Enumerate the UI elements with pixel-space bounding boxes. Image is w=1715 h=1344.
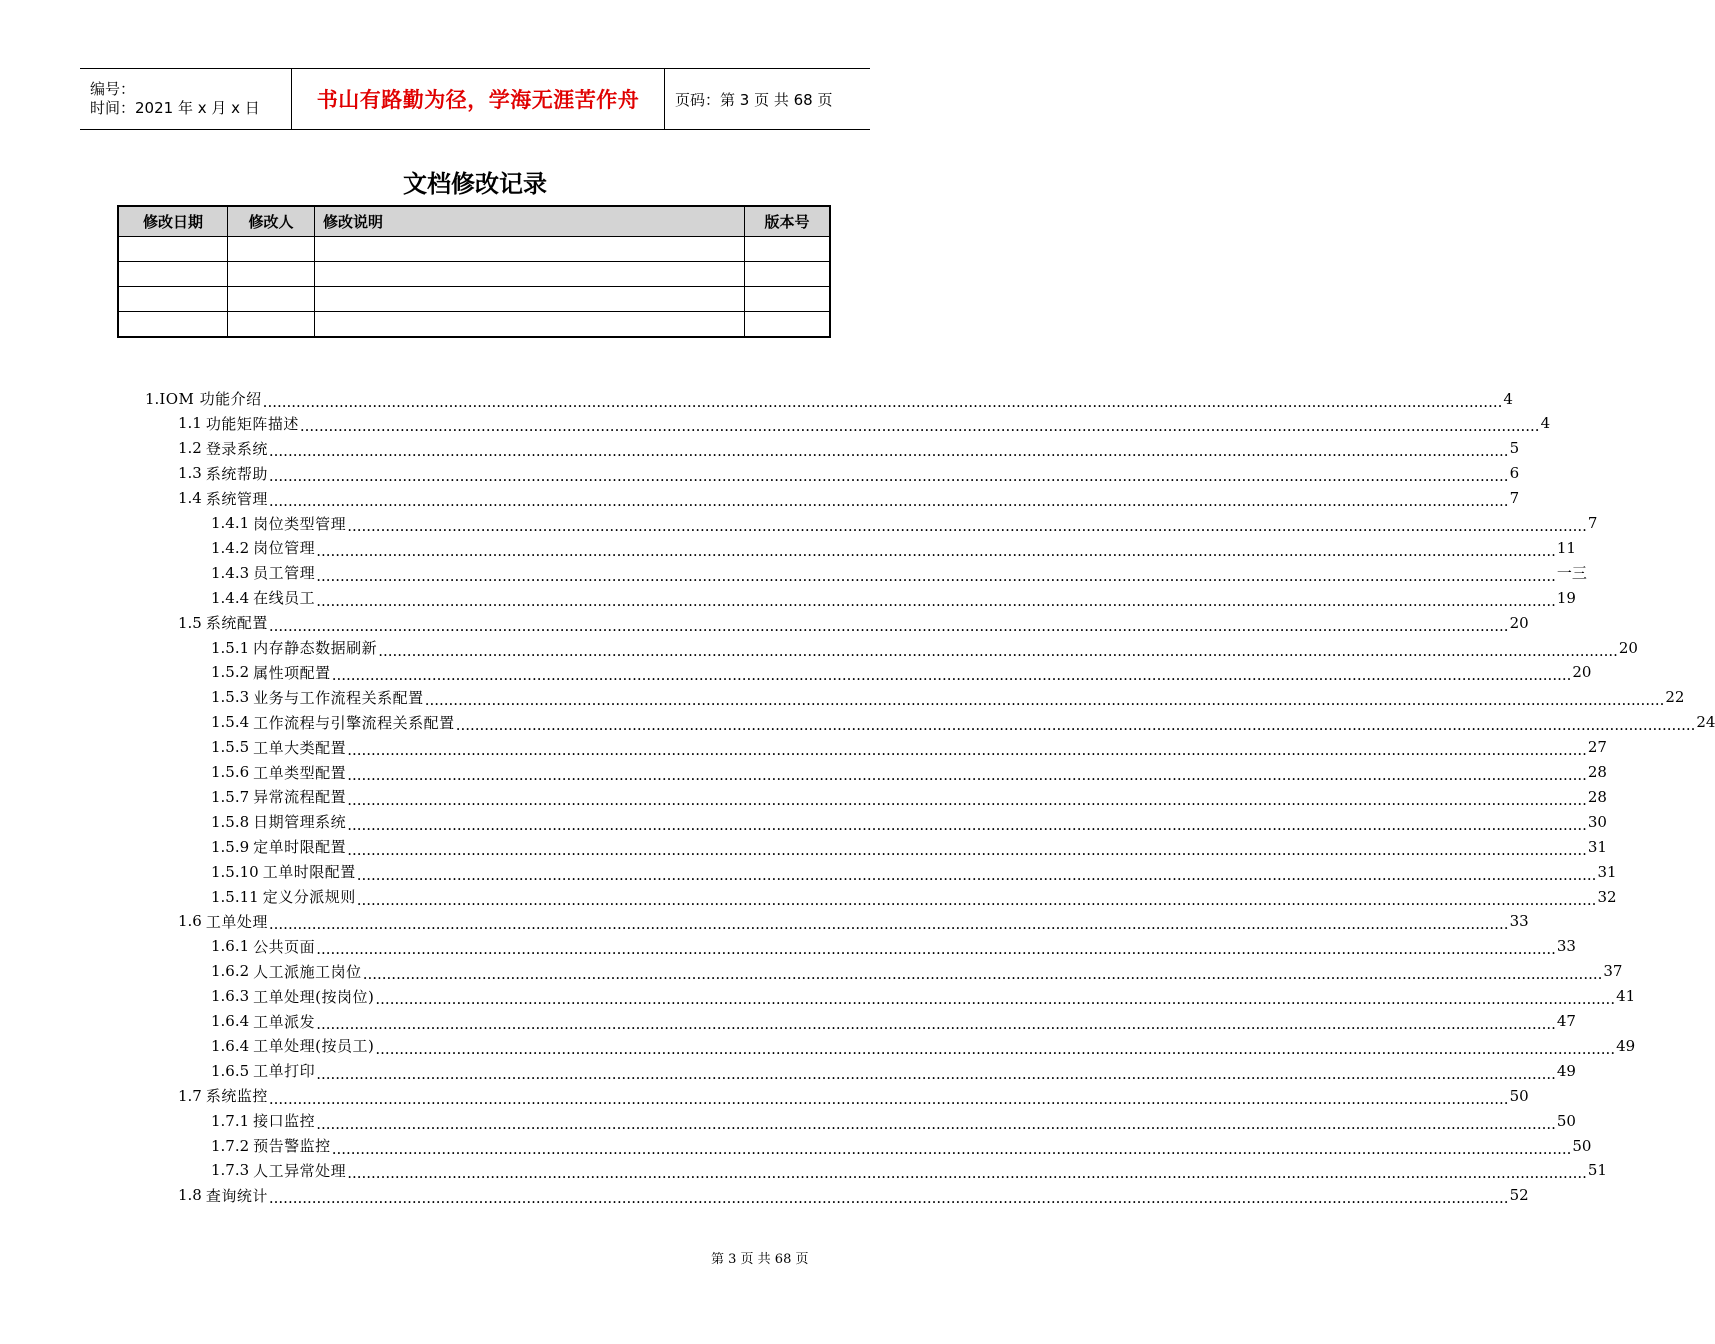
toc-number: 1.5.11 (211, 887, 259, 906)
toc-leader-dots: .................................................................................................................................................................................................................................................................... (268, 1189, 1509, 1208)
toc-page-number: 33 (1556, 937, 1576, 956)
toc-entry[interactable] (178, 1083, 1529, 1108)
toc-page-number: 50 (1572, 1136, 1592, 1155)
toc-number: 1.6 (178, 912, 202, 931)
table-cell[interactable] (228, 287, 315, 312)
toc-page-number: 28 (1587, 787, 1607, 806)
toc-page-number: 5 (1509, 439, 1520, 458)
header-page-info: 页码：第 3 页 共 68 页 (675, 90, 833, 109)
toc-label: 异常流程配置 (253, 788, 347, 807)
toc-label: 岗位管理 (253, 539, 316, 558)
toc-page-number: 20 (1509, 613, 1529, 632)
toc-number: 1.7.3 (211, 1161, 250, 1180)
toc-page-number: 49 (1556, 1061, 1576, 1080)
toc-leader-dots: .................................................................................................................................................................................................................................................................... (268, 467, 1509, 486)
toc-label: 属性项配置 (253, 663, 331, 682)
toc-entry[interactable] (211, 1058, 1576, 1083)
toc-label: 业务与工作流程关系配置 (253, 688, 424, 707)
page-title: 文档修改记录 (403, 170, 547, 198)
toc-label: 人工异常处理 (253, 1161, 347, 1180)
toc-label: 工单类型配置 (253, 763, 347, 782)
toc-number: 1.4.4 (211, 588, 250, 607)
toc-number: 1.6.4 (211, 1012, 250, 1030)
toc-number: 1.5.1 (211, 638, 250, 657)
toc-entry[interactable] (178, 610, 1529, 635)
toc-leader-dots: .................................................................................................................................................................................................................................................................... (347, 766, 1587, 784)
toc-number: 1.5.4 (211, 713, 250, 732)
table-cell[interactable] (315, 237, 745, 262)
toc-entry[interactable] (211, 884, 1617, 909)
toc-label: 工单打印 (253, 1062, 316, 1081)
toc-entry[interactable] (211, 1108, 1576, 1133)
doc-number-label: 编号： (90, 80, 136, 98)
toc-page-number: 一三 (1556, 564, 1587, 583)
toc-entry[interactable] (211, 710, 1715, 735)
toc-number: 1.6.4 (211, 1036, 250, 1055)
toc-entry[interactable] (211, 660, 1592, 685)
toc-label: 登录系统 (205, 439, 268, 458)
toc-entry[interactable] (211, 934, 1576, 959)
toc-page-number: 20 (1572, 663, 1592, 682)
toc-number: 1.5 (178, 613, 202, 632)
table-header-row (118, 206, 830, 237)
toc-label: 工单大类配置 (253, 738, 347, 757)
revision-record-table (117, 205, 831, 338)
toc-leader-dots: .................................................................................................................................................................................................................................................................... (347, 741, 1587, 760)
toc-label: 工单处理(按员工) (253, 1037, 375, 1056)
col-header-date: 修改日期 (118, 206, 228, 237)
toc-label: 员工管理 (253, 564, 316, 583)
toc-number: 1.7 (178, 1086, 202, 1105)
toc-label: 工单时限配置 (262, 863, 356, 882)
toc-number: 1.4.2 (211, 538, 250, 557)
toc-leader-dots: .................................................................................................................................................................................................................................................................... (316, 566, 1556, 585)
toc-label: 系统配置 (205, 614, 268, 633)
toc-entry[interactable] (211, 834, 1607, 859)
page-header (80, 68, 870, 130)
toc-number: 1.8 (178, 1186, 202, 1205)
toc-entry[interactable] (178, 461, 1520, 486)
toc-leader-dots: .................................................................................................................................................................................................................................................................... (331, 666, 1572, 685)
toc-number: 1.5.10 (211, 862, 259, 881)
table-cell[interactable] (745, 262, 831, 287)
toc-leader-dots: .................................................................................................................................................................................................................................................................... (268, 915, 1509, 934)
table-cell[interactable] (745, 312, 831, 338)
toc-page-number: 37 (1603, 962, 1623, 981)
toc-entry[interactable] (211, 984, 1636, 1009)
toc-page-number: 50 (1556, 1111, 1576, 1130)
toc-label: 查询统计 (205, 1186, 268, 1205)
toc-number: 1.5.6 (211, 763, 250, 781)
toc-entry[interactable] (211, 1033, 1636, 1058)
toc-leader-dots: .................................................................................................................................................................................................................................................................... (347, 517, 1587, 535)
toc-label: 日期管理系统 (253, 813, 347, 832)
toc-entry[interactable] (211, 535, 1576, 560)
toc-number: 1.1 (178, 414, 202, 433)
toc-leader-dots: .................................................................................................................................................................................................................................................................... (347, 790, 1587, 809)
toc-entry[interactable] (145, 386, 1513, 411)
toc-leader-dots: .................................................................................................................................................................................................................................................................... (299, 417, 1540, 436)
toc-leader-dots: .................................................................................................................................................................................................................................................................... (316, 1064, 1556, 1083)
toc-label: IOM 功能介绍 (159, 390, 262, 408)
toc-page-number: 24 (1696, 713, 1715, 732)
toc-page-number: 31 (1597, 862, 1617, 881)
toc-entry[interactable] (178, 411, 1551, 436)
toc-entry[interactable] (211, 735, 1607, 760)
toc-leader-dots: .................................................................................................................................................................................................................................................................... (362, 965, 1603, 984)
toc-number: 1.6.5 (211, 1061, 250, 1080)
toc-label: 工单处理(按岗位) (253, 987, 375, 1006)
toc-entry[interactable] (211, 560, 1587, 585)
toc-entry[interactable] (211, 685, 1685, 710)
table-cell[interactable] (315, 287, 745, 312)
toc-number: 1.5.9 (211, 837, 250, 856)
table-row (118, 287, 830, 312)
toc-leader-dots: .................................................................................................................................................................................................................................................................... (268, 616, 1509, 635)
toc-number: 1.4.3 (211, 563, 250, 582)
table-cell[interactable] (228, 312, 315, 338)
toc-leader-dots: .................................................................................................................................................................................................................................................................... (316, 591, 1556, 610)
col-header-version: 版本号 (745, 206, 831, 237)
toc-entry[interactable] (211, 511, 1598, 536)
toc-leader-dots: .................................................................................................................................................................................................................................................................... (316, 1015, 1556, 1033)
toc-entry[interactable] (211, 1133, 1592, 1158)
toc-page-number: 19 (1556, 588, 1576, 607)
table-cell[interactable] (118, 312, 228, 338)
toc-page-number: 11 (1556, 538, 1576, 557)
table-cell[interactable] (228, 237, 315, 262)
header-motto-cell (292, 69, 665, 129)
toc-label: 定义分派规则 (262, 888, 356, 906)
toc-label: 接口监控 (253, 1112, 316, 1131)
toc-page-number: 41 (1616, 987, 1636, 1006)
toc-page-number: 6 (1509, 464, 1520, 483)
toc-page-number: 20 (1618, 638, 1638, 657)
toc-entry[interactable] (211, 1009, 1576, 1034)
toc-number: 1.7.2 (211, 1136, 250, 1155)
toc-number: 1.5.7 (211, 787, 250, 806)
toc-number: 1.5.2 (211, 663, 250, 682)
toc-entry[interactable] (178, 436, 1520, 461)
toc-entry[interactable] (211, 585, 1576, 610)
toc-label: 系统监控 (205, 1087, 268, 1106)
toc-leader-dots: .................................................................................................................................................................................................................................................................... (331, 1139, 1572, 1158)
toc-number: 1.5.3 (211, 688, 250, 707)
toc-label: 岗位类型管理 (253, 514, 347, 533)
toc-label: 功能矩阵描述 (205, 414, 299, 433)
table-cell[interactable] (315, 262, 745, 287)
table-row (118, 237, 830, 262)
toc-label: 工单处理 (205, 912, 268, 931)
toc-number: 1.2 (178, 439, 202, 458)
toc-page-number: 7 (1509, 489, 1520, 508)
table-cell[interactable] (315, 312, 745, 338)
toc-label: 工作流程与引擎流程关系配置 (253, 713, 455, 732)
col-header-description: 修改说明 (315, 206, 745, 237)
toc-page-number: 47 (1556, 1012, 1576, 1030)
toc-leader-dots: .................................................................................................................................................................................................................................................................... (262, 392, 1503, 411)
toc-label: 定单时限配置 (253, 838, 347, 857)
toc-leader-dots: .................................................................................................................................................................................................................................................................... (455, 716, 1696, 735)
table-cell[interactable] (118, 287, 228, 312)
toc-leader-dots: .................................................................................................................................................................................................................................................................... (268, 1089, 1509, 1108)
header-meta (80, 69, 292, 129)
toc-number: 1.6.3 (211, 987, 250, 1006)
toc-label: 内存静态数据刷新 (253, 639, 378, 657)
toc-label: 工单派发 (253, 1012, 316, 1031)
toc-entry[interactable] (211, 784, 1607, 809)
toc-leader-dots: .................................................................................................................................................................................................................................................................... (268, 492, 1509, 511)
page-footer: 第 3 页 共 68 页 (711, 1252, 809, 1267)
toc-number: 1.4.1 (211, 514, 250, 532)
toc-label: 系统帮助 (205, 464, 268, 483)
toc-number: 1. (145, 389, 160, 408)
toc-number: 1.5.8 (211, 812, 250, 831)
toc-page-number: 33 (1509, 912, 1529, 931)
toc-page-number: 49 (1616, 1036, 1636, 1055)
toc-page-number: 28 (1587, 763, 1607, 781)
toc-number: 1.7.1 (211, 1111, 250, 1130)
toc-label: 系统管理 (205, 489, 268, 508)
toc-leader-dots: .................................................................................................................................................................................................................................................................... (316, 940, 1556, 959)
toc-page-number: 30 (1587, 812, 1607, 831)
toc-page-number: 32 (1597, 887, 1617, 906)
toc-entry[interactable] (211, 760, 1607, 785)
toc-leader-dots: .................................................................................................................................................................................................................................................................... (378, 641, 1618, 660)
toc-number: 1.6.2 (211, 962, 250, 981)
table-row (118, 312, 830, 338)
toc-number: 1.6.1 (211, 937, 250, 956)
header-motto: 书山有路勤为径，学海无涯苦作舟 (316, 88, 640, 112)
toc-leader-dots: .................................................................................................................................................................................................................................................................... (356, 890, 1597, 909)
toc-entry[interactable] (211, 809, 1607, 834)
toc-page-number: 7 (1587, 514, 1598, 532)
table-cell[interactable] (745, 287, 831, 312)
toc-entry[interactable] (211, 635, 1638, 660)
toc-leader-dots: .................................................................................................................................................................................................................................................................... (316, 541, 1556, 560)
toc-leader-dots: .................................................................................................................................................................................................................................................................... (316, 1114, 1556, 1133)
toc-page-number: 22 (1665, 688, 1685, 707)
toc-number: 1.4 (178, 489, 202, 508)
toc-leader-dots: .................................................................................................................................................................................................................................................................... (375, 1039, 1616, 1058)
table-cell[interactable] (118, 237, 228, 262)
table-row (118, 262, 830, 287)
doc-time-label: 时间：2021 年 x 月 x 日 (90, 99, 260, 117)
toc-entry[interactable] (211, 1158, 1607, 1183)
toc-entry[interactable] (211, 959, 1623, 984)
toc-page-number: 4 (1503, 389, 1513, 408)
toc-label: 预告警监控 (253, 1137, 331, 1155)
toc-leader-dots: .................................................................................................................................................................................................................................................................... (347, 1164, 1587, 1183)
header-page-info-cell (665, 69, 870, 129)
table-cell[interactable] (745, 237, 831, 262)
toc-label: 在线员工 (253, 589, 316, 608)
toc-entry[interactable] (211, 859, 1617, 884)
toc-leader-dots: .................................................................................................................................................................................................................................................................... (424, 691, 1665, 710)
toc-page-number: 51 (1587, 1161, 1607, 1180)
toc-leader-dots: .................................................................................................................................................................................................................................................................... (268, 442, 1509, 461)
toc-number: 1.3 (178, 464, 202, 483)
toc-label: 公共页面 (253, 937, 316, 956)
toc-entry[interactable] (178, 1183, 1529, 1208)
toc-label: 人工派施工岗位 (253, 962, 362, 981)
toc-entry[interactable] (178, 486, 1520, 511)
col-header-modifier: 修改人 (228, 206, 315, 237)
toc-page-number: 31 (1587, 837, 1607, 856)
toc-leader-dots: .................................................................................................................................................................................................................................................................... (347, 815, 1587, 834)
toc-leader-dots: .................................................................................................................................................................................................................................................................... (356, 865, 1597, 884)
table-cell[interactable] (118, 262, 228, 287)
toc-page-number: 50 (1509, 1086, 1529, 1105)
toc-page-number: 52 (1509, 1186, 1529, 1205)
toc-leader-dots: .................................................................................................................................................................................................................................................................... (375, 990, 1616, 1009)
toc-leader-dots: .................................................................................................................................................................................................................................................................... (347, 840, 1587, 859)
toc-page-number: 27 (1587, 738, 1607, 757)
table-cell[interactable] (228, 262, 315, 287)
toc-entry[interactable] (178, 909, 1529, 934)
toc-page-number: 4 (1540, 414, 1551, 433)
toc-number: 1.5.5 (211, 738, 250, 757)
